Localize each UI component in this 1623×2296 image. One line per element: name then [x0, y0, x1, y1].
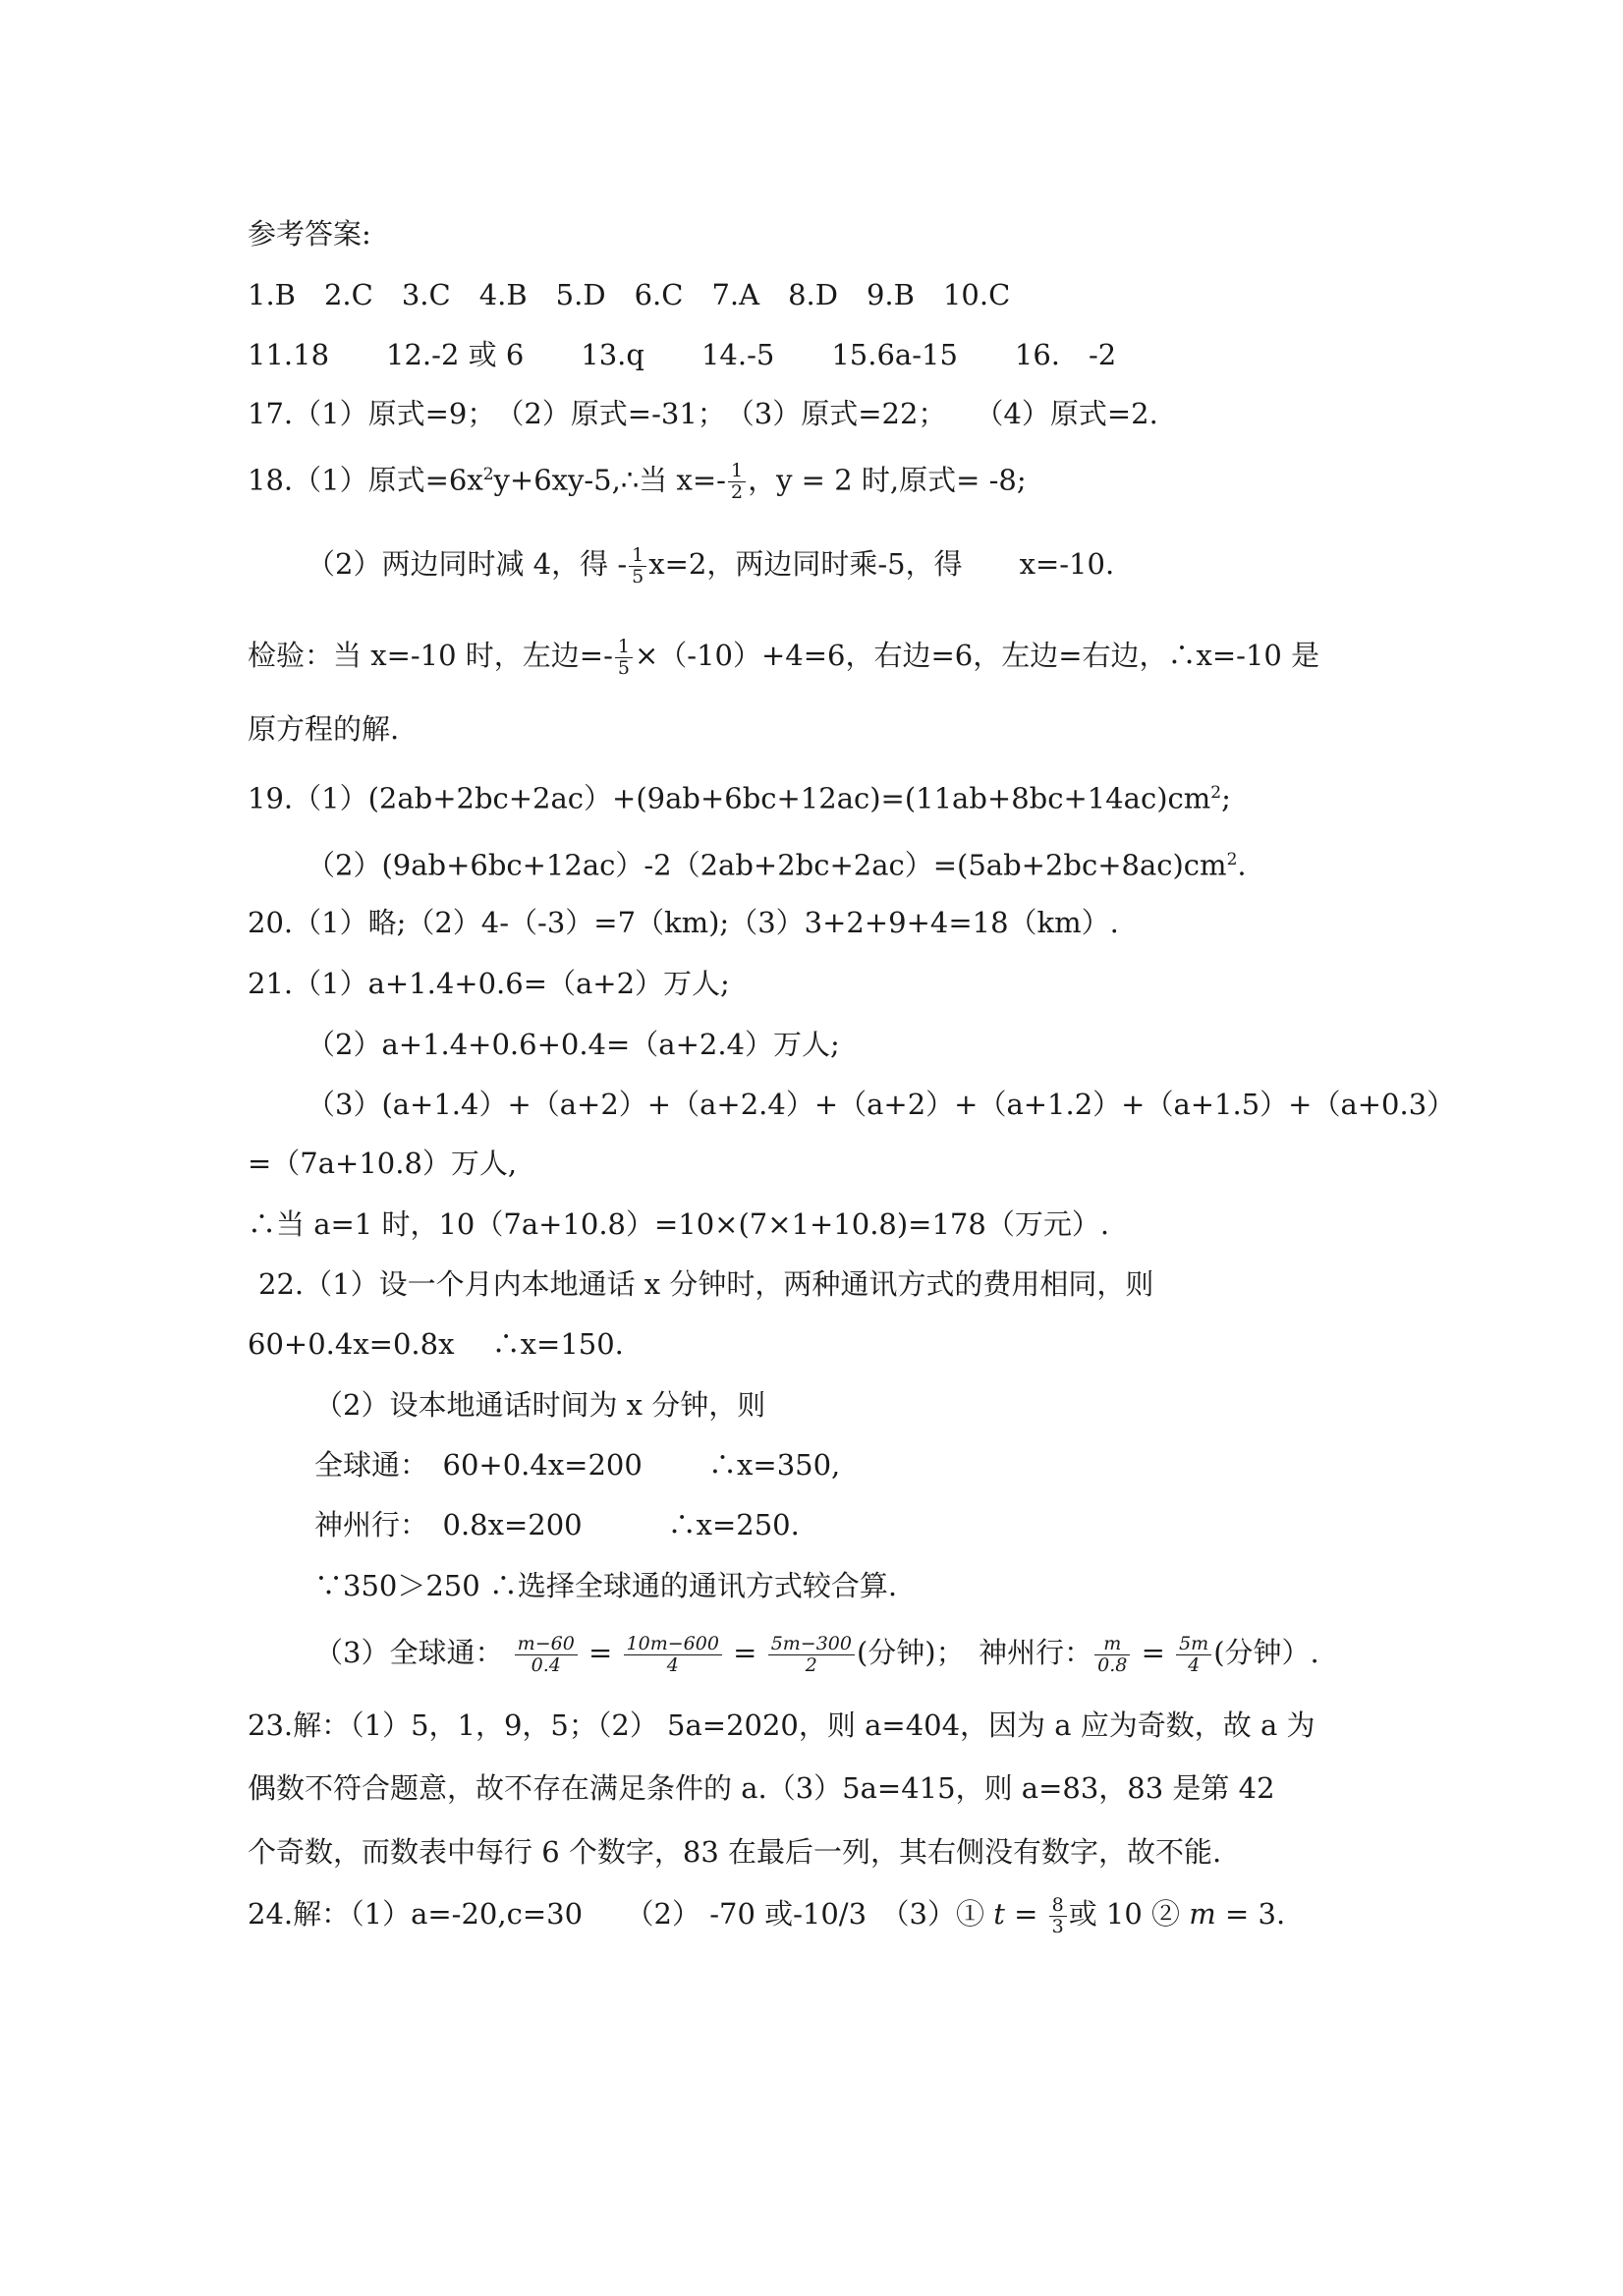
answer-19-part1: $19.(1)(2ab+2bc+2ac)+(9ab+6bc+12ac)=(11ab+8bc+14ac)cm^2$;: [248, 781, 1231, 815]
answer-22-part3: （3）全球通： $\frac{m-60}{0.4}$ = $\frac{10m-600}{4}$ = $\frac{5m-300}{2}$ (分钟)； 神州行： $\frac{m}{0.8}$ = $\frac{5m}{4}$ (分钟）.: [314, 1632, 1319, 1676]
answer-title: 参考答案:: [248, 217, 371, 251]
answer-19-part2: $(2)(9ab+6bc+12ac)-2(2ab+2bc+2ac)=(5ab+2bc+8ac)cm^2$.: [307, 848, 1247, 882]
answer-17: 17.（1）原式=9； （2）原式=-31； （3）原式=22； （4）原式=2.: [248, 397, 1158, 430]
answer-22-part1-equation: 60+0.4x=0.8x ∴x=150.: [248, 1327, 624, 1361]
answer-21-conclusion: ∴当 a=1 时，10（7a+10.8）=10×(7×1+10.8)=178（万元）.: [248, 1207, 1110, 1241]
answer-22-shenzhou-plan: 神州行： 0.8x=200 ∴x=250.: [314, 1508, 800, 1541]
answers-11-16: 11.18 12.-2 或 6 13.q 14.-5 15.6a-15 16. -2: [248, 338, 1117, 371]
answer-22-part1: 22.（1）设一个月内本地通话 x 分钟时，两种通讯方式的费用相同，则: [258, 1267, 1154, 1301]
answer-21-part3-result: =（7a+10.8）万人,: [248, 1147, 518, 1180]
answer-18-check: 检验：当 x=-10 时，左边=- $\frac{1}{5}$ ×（-10）+4=6，右边=6，左边=右边，∴x=-10 是: [248, 635, 1320, 679]
answer-18-conclusion: 原方程的解.: [248, 712, 400, 746]
answer-22-comparison: ∵350＞250 ∴选择全球通的通讯方式较合算.: [314, 1569, 898, 1602]
answer-23-line1: 23.解：（1）5，1，9，5；（2） 5a=2020，则 a=404，因为 a 应为奇数，故 a 为: [248, 1708, 1315, 1742]
answer-22-global-plan: 全球通： 60+0.4x=200 ∴x=350,: [314, 1448, 841, 1482]
answer-23-line2: 偶数不符合题意，故不存在满足条件的 a.（3）5a=415，则 a=83，83 是第 42: [248, 1771, 1275, 1805]
answer-24: 24.解：（1）a=-20,c=30 （2） -70 或-10/3 （3）① t = $\frac{8}{3}$ 或 10 ② m = 3.: [248, 1893, 1286, 1937]
answer-18-part2: （2）两边同时减 4，得 - $\frac{1}{5}$ x=2，两边同时乘-5，得 x=-10.: [307, 543, 1115, 588]
answer-22-part2: （2）设本地通话时间为 x 分钟，则: [314, 1388, 766, 1422]
answers-1-10: 1.B 2.C 3.C 4.B 5.D 6.C 7.A 8.D 9.B 10.C: [248, 278, 1011, 311]
answer-21-part2: （2）a+1.4+0.6+0.4=（a+2.4）万人;: [307, 1028, 840, 1061]
answer-20: 20.（1）略;（2）4-（-3）=7（km);（3）3+2+9+4=18（km）.: [248, 906, 1119, 939]
answer-18-part1: 18.（1）原式$=6x^2y+6xy-5,\therefore$当 x=- $\frac{1}{2}$ ，y = 2 时,原式= -8;: [248, 460, 1027, 504]
answer-21-part1: 21.（1）a+1.4+0.6=（a+2）万人;: [248, 967, 730, 1000]
answer-21-part3: （3）(a+1.4）+（a+2）+（a+2.4）+（a+2）+（a+1.2）+（a+1.5）+（a+0.3）: [307, 1088, 1456, 1121]
answer-23-line3: 个奇数，而数表中每行 6 个数字，83 在最后一列，其右侧没有数字，故不能.: [248, 1835, 1222, 1869]
